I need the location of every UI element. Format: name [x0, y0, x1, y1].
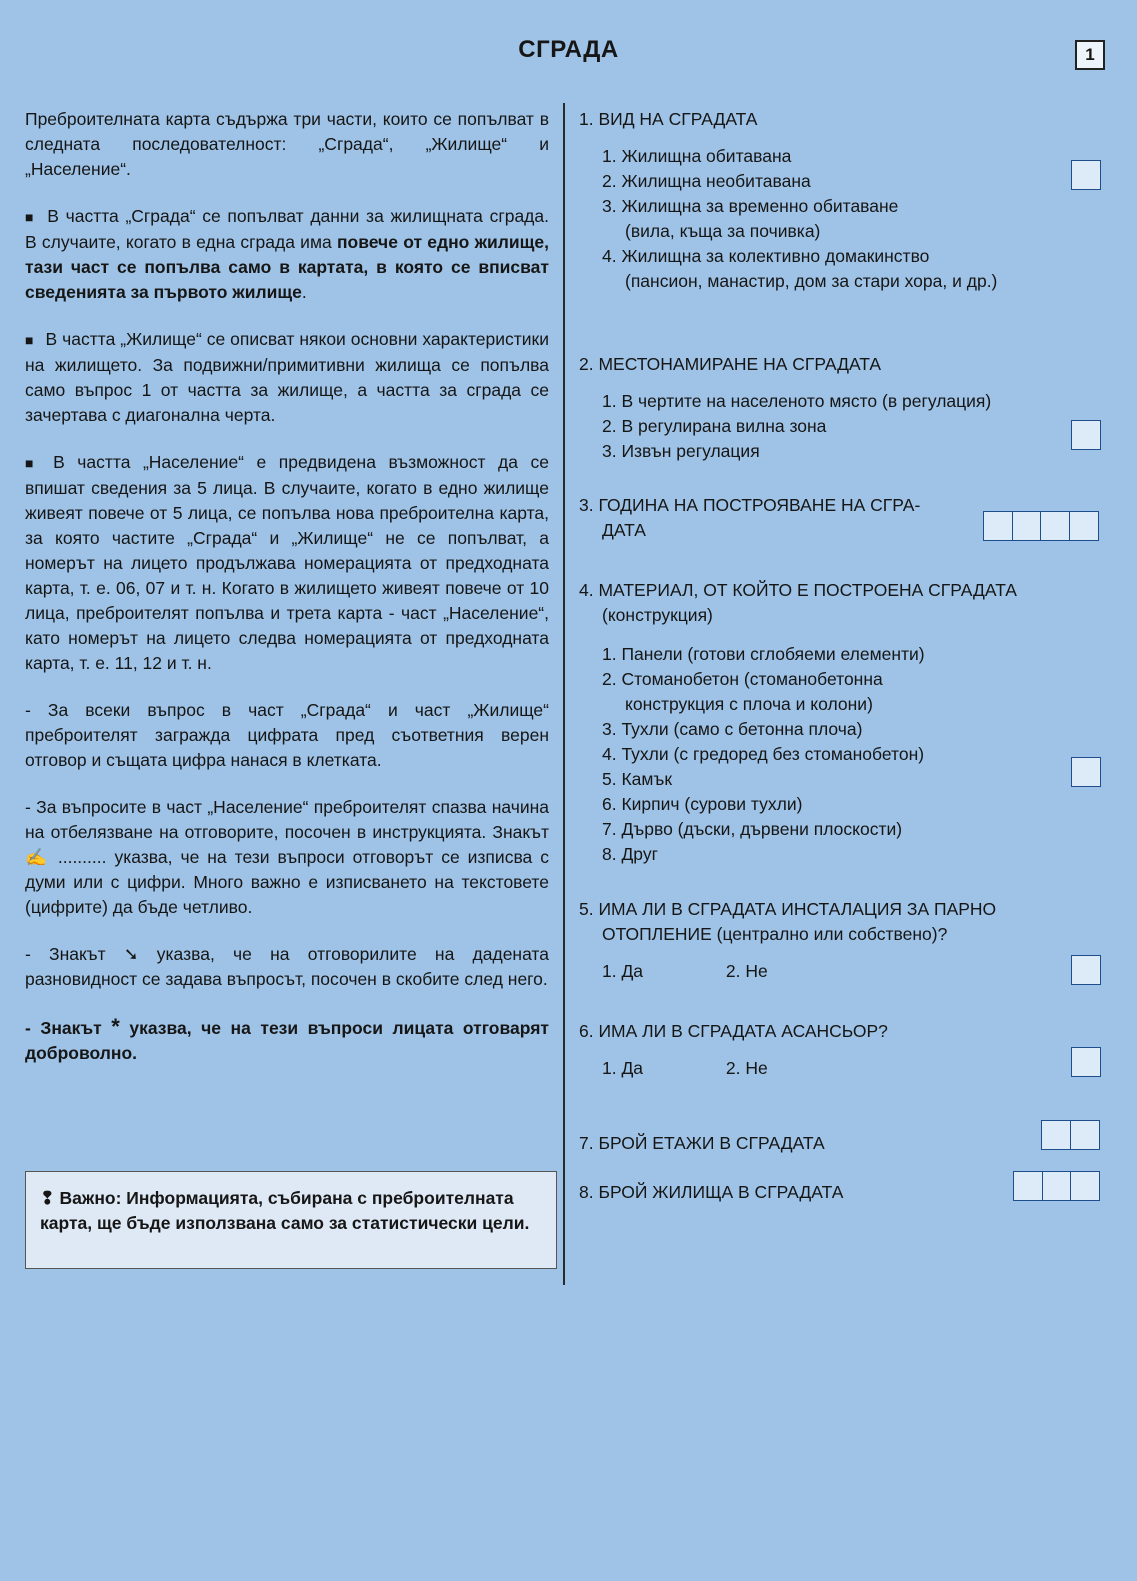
- marking-instruction-paragraph: - За всеки въпрос в част „Сграда“ и част „Жилище“ преброителят загражда цифрата пред съответния верен отговор и същата цифра нанася в клетката.: [25, 700, 549, 770]
- question-title: 5. ИМА ЛИ В СГРАДАТА ИНСТАЛАЦИЯ ЗА ПАРНО: [579, 899, 997, 919]
- page-title: СГРАДА: [518, 36, 619, 63]
- dwellings-digit-cell[interactable]: [1042, 1171, 1072, 1201]
- answer-cells-q7: [1041, 1120, 1100, 1150]
- option-item: 8. Друг: [602, 844, 658, 864]
- intro-paragraph: Преброителната карта съдържа три части, които се попълват в следната последователност: „Сграда“, „Жилище“ и „Население“.: [25, 109, 549, 179]
- answer-box-q6[interactable]: [1071, 1047, 1101, 1077]
- bullet-icon: ■: [25, 209, 36, 225]
- question-1: [579, 107, 997, 294]
- yes-no-options: [579, 1056, 888, 1081]
- instructions-column: [25, 107, 549, 1088]
- question-7: [579, 1131, 825, 1156]
- arrow-sign-paragraph: - Знакът ➘ указва, че на отговорилите на дадената разновидност се задава въпросът, посочен в скобите след него.: [25, 944, 549, 989]
- yes-no-options: [579, 959, 996, 984]
- answer-box-q5[interactable]: [1071, 955, 1101, 985]
- question-title-continuation: ДАТА: [602, 520, 646, 540]
- dwellings-digit-cell[interactable]: [1070, 1171, 1100, 1201]
- question-title-continuation: (конструкция): [602, 605, 713, 625]
- question-2: [579, 352, 991, 464]
- option-item: 5. Камък: [602, 769, 673, 789]
- option-item: 3. Извън регулация: [602, 441, 760, 461]
- answer-cells-q3: [983, 511, 1099, 541]
- option-no: 2. Не: [725, 1058, 768, 1078]
- question-3: [579, 493, 920, 543]
- dwellings-digit-cell[interactable]: [1013, 1171, 1043, 1201]
- page-number: 1: [1075, 40, 1105, 70]
- option-item-continuation: (вила, къща за почивка): [625, 221, 821, 241]
- arrow-icon: ➘: [123, 944, 139, 964]
- question-title: 6. ИМА ЛИ В СГРАДАТА АСАНСЬОР?: [579, 1021, 888, 1041]
- question-title: 2. МЕСТОНАМИРАНЕ НА СГРАДАТА: [579, 354, 882, 374]
- option-item: 6. Кирпич (сурови тухли): [602, 794, 803, 814]
- option-item: 2. Жилищна необитавана: [602, 171, 811, 191]
- answer-cells-q8: [1013, 1171, 1100, 1201]
- answer-box-q1[interactable]: [1071, 160, 1101, 190]
- important-note-box: ❢ Важно: Информацията, събирана с преброителната карта, ще бъде използвана само за статистически цели.: [25, 1171, 557, 1269]
- population-part-paragraph: ■ В частта „Население“ е предвидена възможност да се впишат сведения за 5 лица. В случаите, когато в едно жилище живеят повече от 5 лица, се попълва нова преброителна карта, за която частите „Сграда“ и „Жилище“ не се попълват, а номерът на лицето продължава номерацията от предходната карта, т. е. 06, 07 и т. н. Когато в жилището живеят повече от 10 лица, преброителят попълва и трета карта - част „Население“, като номерът на лицето следва номерацията от предходната карта, т. е. 11, 12 и т. н.: [25, 452, 549, 673]
- floors-digit-cell[interactable]: [1070, 1120, 1100, 1150]
- question-6: [579, 1019, 888, 1081]
- asterisk-icon: *: [111, 1014, 120, 1039]
- option-yes: 1. Да: [602, 961, 644, 981]
- option-item-continuation: (пансион, манастир, дом за стари хора, и др.): [625, 271, 998, 291]
- question-title: 8. БРОЙ ЖИЛИЩА В СГРАДАТА: [579, 1182, 844, 1202]
- building-part-paragraph: ■ В частта „Сграда“ се попълват данни за жилищната сграда. В случаите, когато в една сграда има повече от едно жилище, тази част се попълва само в картата, в която се вписват сведенията за първото жилище.: [25, 206, 550, 302]
- option-item-continuation: конструкция с плоча и колони): [625, 694, 873, 714]
- option-yes: 1. Да: [602, 1058, 644, 1078]
- year-digit-cell[interactable]: [983, 511, 1013, 541]
- option-item: 2. Стоманобетон (стоманобетонна: [602, 669, 883, 689]
- question-5: [579, 897, 996, 984]
- year-digit-cell[interactable]: [1069, 511, 1099, 541]
- write-sign-paragraph: - За въпросите в част „Население“ преброителят спазва начина на отбелязване на отговорите, посочен в инструкцията. Знакът ✍ .......... указва, че на тези въпроси отговорът се изписва с думи или с цифри. Много важно е изписването на текстовете (цифрите) да бъде четливо.: [25, 797, 549, 917]
- option-item: 3. Тухли (само с бетонна плоча): [602, 719, 863, 739]
- exclamation-icon: ❢: [40, 1188, 55, 1208]
- option-item: 1. В чертите на населеното място (в регулация): [602, 391, 992, 411]
- voluntary-sign-paragraph: - Знакът * указва, че на тези въпроси лицата отговарят доброволно.: [25, 1014, 549, 1063]
- column-divider: [563, 103, 565, 1285]
- bullet-icon: ■: [25, 332, 34, 348]
- pencil-icon: ✍: [25, 847, 50, 867]
- question-title-continuation: ОТОПЛЕНИЕ (централно или собствено)?: [602, 924, 948, 944]
- answer-box-q2[interactable]: [1071, 420, 1101, 450]
- dwelling-part-paragraph: ■ В частта „Жилище“ се описват някои основни характеристики на жилището. За подвижни/примитивни жилища се попълва само въпрос 1 от частта за жилище, а частта за сграда се зачертава с диагонална черта.: [25, 329, 549, 425]
- floors-digit-cell[interactable]: [1041, 1120, 1071, 1150]
- question-title: 1. ВИД НА СГРАДАТА: [579, 109, 758, 129]
- answer-box-q4[interactable]: [1071, 757, 1101, 787]
- option-item: 4. Тухли (с гредоред без стоманобетон): [602, 744, 925, 764]
- question-4: [579, 578, 1017, 867]
- option-item: 7. Дърво (дъски, дървени плоскости): [602, 819, 903, 839]
- option-item: 2. В регулирана вилна зона: [602, 416, 827, 436]
- option-item: 1. Панели (готови сглобяеми елементи): [602, 644, 925, 664]
- option-item: 1. Жилищна обитавана: [602, 146, 792, 166]
- year-digit-cell[interactable]: [1012, 511, 1042, 541]
- option-item: 3. Жилищна за временно обитаване: [602, 196, 899, 216]
- question-title: 7. БРОЙ ЕТАЖИ В СГРАДАТА: [579, 1133, 825, 1153]
- option-no: 2. Не: [725, 961, 768, 981]
- option-item: 4. Жилищна за колективно домакинство: [602, 246, 930, 266]
- question-title: 3. ГОДИНА НА ПОСТРОЯВАНЕ НА СГРА-: [579, 495, 921, 515]
- year-digit-cell[interactable]: [1040, 511, 1070, 541]
- question-title: 4. МАТЕРИАЛ, ОТ КОЙТО Е ПОСТРОЕНА СГРАДАТА: [579, 580, 1017, 600]
- bullet-icon: ■: [25, 455, 42, 471]
- question-8: [579, 1180, 843, 1205]
